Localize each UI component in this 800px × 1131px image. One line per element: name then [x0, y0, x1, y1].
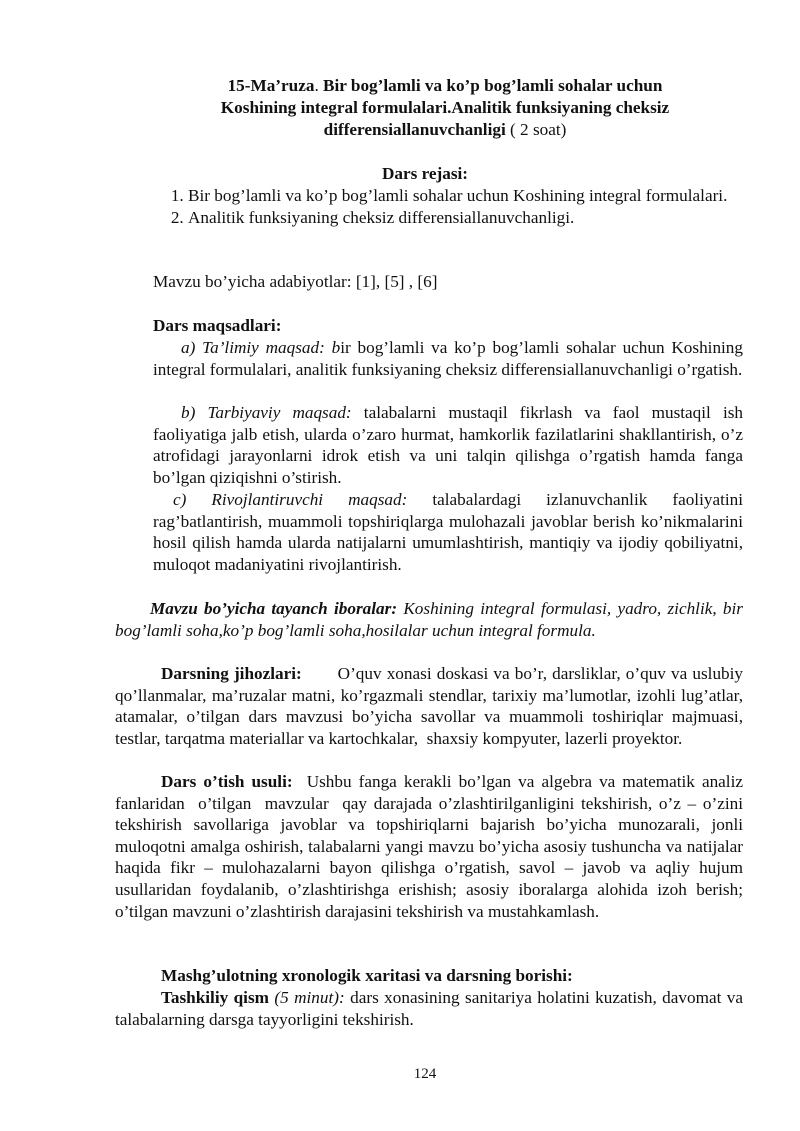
- organizational-part: [115, 987, 743, 1030]
- plan-heading: Dars rejasi:: [381, 164, 469, 183]
- equipment-paragraph: [115, 663, 748, 749]
- equipment-label: Darsning jihozlari:: [161, 664, 302, 683]
- page-number: 124: [413, 1066, 437, 1082]
- title-line2: Koshining integral formulalari.Analitik funksiyaning cheksiz: [220, 98, 670, 117]
- title-duration: ( 2 soat): [505, 120, 567, 139]
- plan-item: 1. Bir bog’lamli va ko’p bog’lamli sohalar uchun Koshining integral formulalari.: [188, 185, 748, 207]
- goal-b-label: b) Tarbiyaviy maqsad:: [181, 403, 352, 422]
- goal-b-text: talabalarni mustaqil fikrlash va faol mustaqil ish faoliyatiga jalb etish, ularda o’zaro hurmat, hamkorlik fazilatlarini shakllantirish, o’z atrofidagi jarayonlarni idrok etish va uni talqin qilishga o’rgatish hamda fanga bo’lgan qiziqishni o’stirish.: [153, 403, 744, 487]
- plan-list: [160, 185, 748, 228]
- equipment-text: O’quv xonasi doskasi va bo’r, darsliklar, o’quv va uslubiy qo’llanmalar, ma’ruzalar matni, ko’rgazmali stendlar, tarixiy ma’lumotlar, izohli lug’atlar, atamalar, o’tilgan dars mavzusi bo’yicha savollar va muammoli toshiriqlar majmuasi, testlar, tarqatma materiallar va kartochkalar, shaxsiy kompyuter, lazerli proyektor.: [115, 664, 748, 748]
- literature-line: Mavzu bo’yicha adabiyotlar: [1], [5] , [6]: [153, 272, 438, 291]
- goal-c-text: talabalardagi izlanuvchanlik faoliyatini rag’batlantirish, muammoli topshiriqlarga mulohazali javoblar berish ko’nikmalarini hosil qilish hamda ularda natijalarni umumlashtirish, mantiqiy va ijodiy qobiliyatni, muloqot madaniyatini rivojlantirish.: [153, 490, 743, 574]
- goal-c-label: c) Rivojlantiruvchi maqsad:: [173, 490, 408, 509]
- keywords-paragraph: [115, 598, 743, 641]
- title-line1: Bir bog’lamli va ko’p bog’lamli sohalar uchun: [323, 76, 663, 95]
- method-text: Ushbu fanga kerakli bo’lgan va algebra va matematik analiz fanlaridan o’tilgan mavzular qay darajada o’zlashtirilganligini tekshirish, o’z – o’zini tekshirish savollariga javoblar va topshiriqlarni bajarish bo’yicha munozarali, jonli muloqotni amalga oshirish, talabalarni yangi mavzu bo’yicha asosiy tushuncha va natijalar haqida fikr – mulohazalarni bayon qilishga o’rgatish, savol – javob va aqliy hujum usullaridan foydalanib, o’zlashtirishga erishish; asosiy iboralarga alohida izoh berish; o’tilgan mavzuni o’zlashtirish darajasini tekshirish va mustahkamlash.: [115, 772, 748, 921]
- org-time: (5 minut):: [268, 988, 345, 1007]
- goal-a-text: ir bog’lamli va ko’p bog’lamli sohalar uchun Koshining integral formulalari, analitik funksiyaning cheksiz differensiallanuvchanligi o’rgatish.: [153, 338, 743, 379]
- goal-b: [153, 402, 743, 488]
- lecture-title: [150, 75, 740, 141]
- chronology-heading: Mashg’ulotning xronologik xaritasi va darsning borishi:: [161, 966, 573, 985]
- goals-heading: Dars maqsadlari:: [153, 316, 282, 335]
- org-label: Tashkiliy qism: [161, 988, 269, 1007]
- keywords-text: Koshining integral formulasi, yadro, zichlik, bir bog’lamli soha,ko’p bog’lamli soha,hosilalar uchun integral formula.: [115, 599, 743, 640]
- title-separator: .: [314, 76, 324, 95]
- keywords-label: Mavzu bo’yicha tayanch iboralar:: [150, 599, 398, 618]
- goal-c: [153, 489, 743, 575]
- goal-a-label: a) Ta’limiy maqsad: b: [181, 338, 341, 357]
- title-line3: differensiallanuvchanligi: [323, 120, 506, 139]
- method-paragraph: [115, 771, 748, 922]
- title-lecture-number: 15-Ma’ruza: [227, 76, 315, 95]
- goal-a: [153, 337, 743, 380]
- method-label: Dars o’tish usuli:: [161, 772, 293, 791]
- org-text: dars xonasining sanitariya holatini kuzatish, davomat va talabalarning darsga tayyorligini tekshirish.: [115, 988, 743, 1029]
- plan-item: 2. Analitik funksiyaning cheksiz differensiallanuvchanligi.: [188, 207, 748, 229]
